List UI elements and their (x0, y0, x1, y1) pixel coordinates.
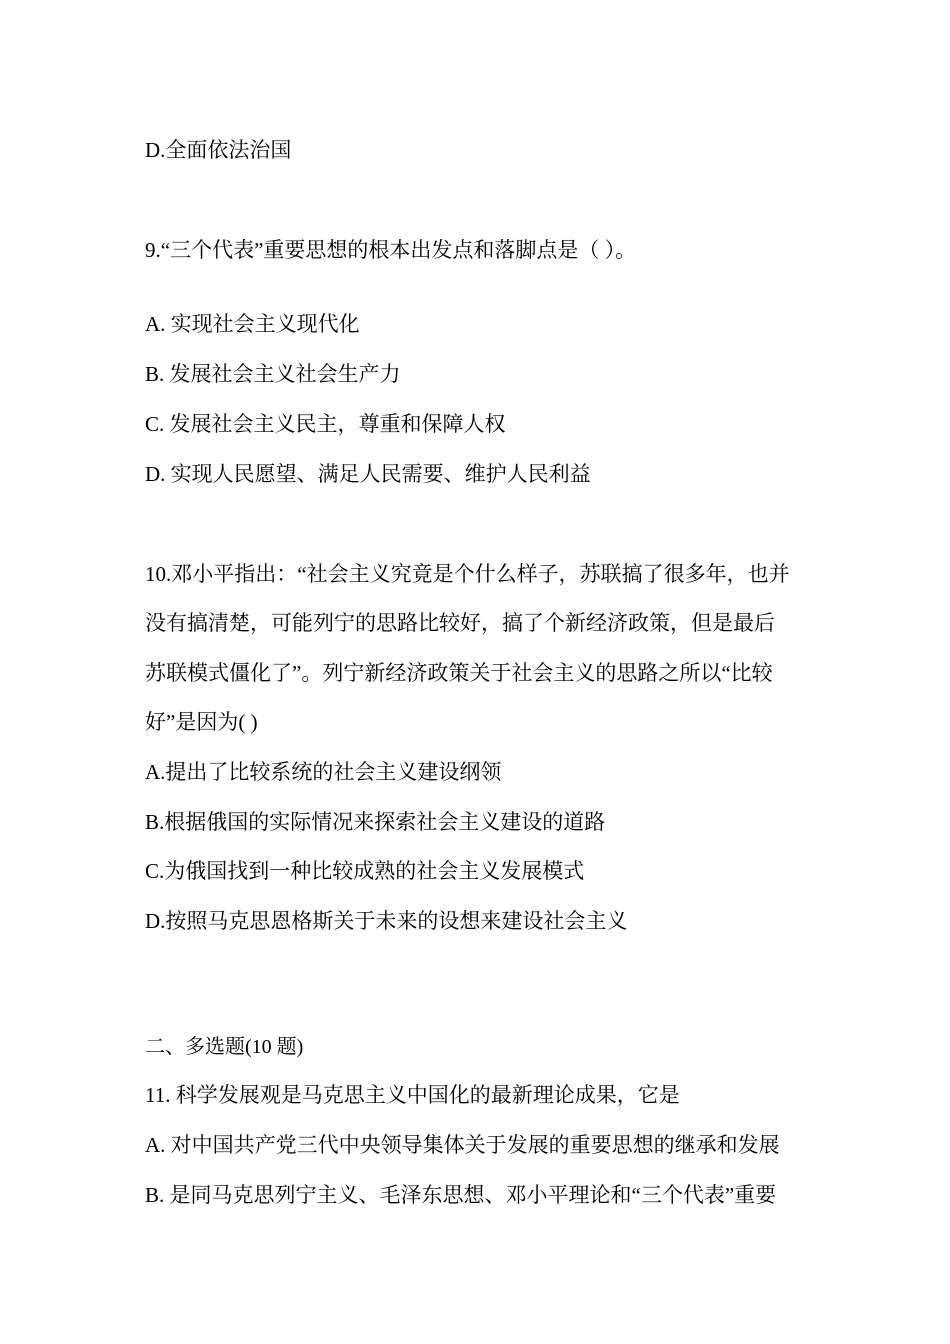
q9-option-a: A. 实现社会主义现代化 (145, 312, 360, 336)
q8-option-d: D.全面依法治国 (145, 138, 292, 162)
q10-option-c: C.为俄国找到一种比较成熟的社会主义发展模式 (145, 859, 585, 883)
q9-option-b: B. 发展社会主义社会生产力 (145, 362, 401, 386)
q10-option-a: A.提出了比较系统的社会主义建设纲领 (145, 760, 502, 784)
q10-stem-line-3: 苏联模式僵化了”。列宁新经济政策关于社会主义的思路之所以“比较 (145, 661, 773, 685)
q9-option-c: C. 发展社会主义民主，尊重和保障人权 (145, 412, 506, 436)
q10-option-b: B.根据俄国的实际情况来探索社会主义建设的道路 (145, 810, 606, 834)
q11-stem: 11. 科学发展观是马克思主义中国化的最新理论成果，它是 (145, 1083, 680, 1107)
q11-option-b: B. 是同马克思列宁主义、毛泽东思想、邓小平理论和“三个代表”重要 (145, 1183, 777, 1207)
q11-option-a: A. 对中国共产党三代中央领导集体关于发展的重要思想的继承和发展 (145, 1133, 780, 1157)
q10-stem-line-2: 没有搞清楚，可能列宁的思路比较好，搞了个新经济政策，但是最后 (145, 611, 775, 635)
q10-stem-line-1: 10.邓小平指出：“社会主义究竟是个什么样子，苏联搞了很多年，也并 (145, 562, 790, 586)
q10-option-d: D.按照马克思恩格斯关于未来的设想来建设社会主义 (145, 909, 628, 933)
section-heading-multiple-choice: 二、多选题(10 题) (145, 1036, 304, 1058)
q9-stem: 9.“三个代表”重要思想的根本出发点和落脚点是（ ）。 (145, 238, 637, 262)
q9-option-d: D. 实现人民愿望、满足人民需要、维护人民利益 (145, 462, 591, 486)
q10-stem-line-4: 好”是因为( ) (145, 710, 258, 734)
